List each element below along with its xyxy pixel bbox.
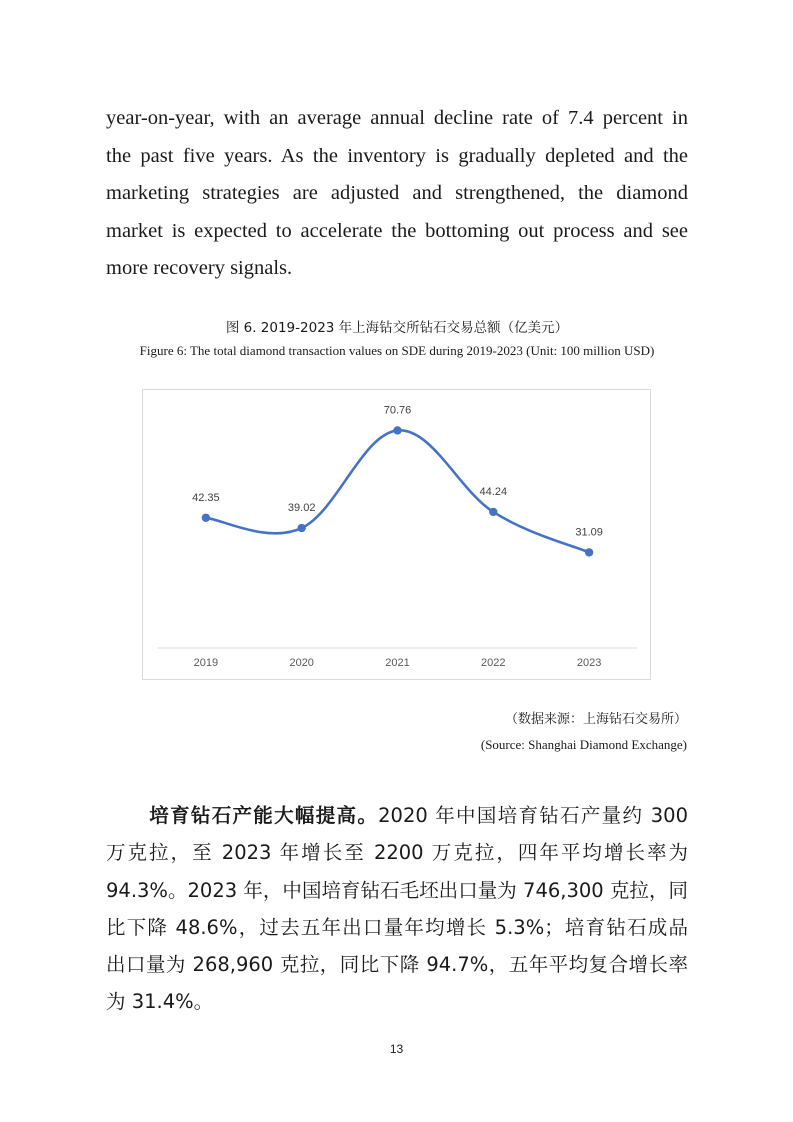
text-segment: 2020 年中国培育钻石产量约 300	[378, 804, 688, 827]
data-label: 70.76	[383, 404, 412, 417]
figure-caption-english: Figure 6: The total diamond transaction values on SDE during 2019-2023 (Unit: 100 million USD)	[139, 343, 655, 358]
x-tick-label: 2022	[481, 657, 506, 669]
line-chart	[142, 389, 651, 680]
data-label: 39.02	[287, 502, 316, 515]
paragraph-chinese	[106, 797, 688, 1021]
text-line: marketing strategies are adjusted and strengthened, the diamond	[106, 182, 688, 204]
text-line: the past five years. As the inventory is gradually depleted and the	[106, 144, 688, 167]
lead-sentence: 培育钻石产能大幅提高。	[148, 804, 379, 827]
x-tick-label: 2021	[385, 657, 410, 669]
x-tick-label: 2019	[193, 657, 219, 669]
series-line	[206, 430, 589, 552]
data-label: 44.24	[479, 485, 508, 498]
text-line: market is expected to accelerate the bottoming out process and see	[106, 219, 688, 242]
paragraph-english	[106, 100, 688, 288]
text-line: 万克拉，至 2023 年增长至 2200 万克拉，四年平均增长率为	[106, 841, 688, 865]
text-line: 为 31.4%。	[106, 990, 214, 1014]
figure-caption-chinese: 图 6. 2019-2023 年上海钻交所钻石交易总额（亿美元）	[225, 320, 569, 336]
data-point	[393, 426, 401, 434]
source-note-english: (Source: Shanghai Diamond Exchange)	[480, 737, 687, 752]
text-line: 比下降 48.6%，过去五年出口量年均增长 5.3%；培育钻石成品	[106, 915, 688, 939]
source-note-chinese: （数据来源：上海钻石交易所）	[504, 712, 687, 727]
x-tick-label: 2023	[576, 657, 602, 669]
data-point	[585, 548, 593, 556]
x-tick-label: 2020	[289, 657, 314, 669]
page-number: 13	[389, 1042, 404, 1056]
data-point	[298, 524, 306, 532]
chart-canvas	[143, 390, 652, 681]
text-line: 出口量为 268,960 克拉，同比下降 94.7%，五年平均复合增长率	[106, 953, 688, 977]
data-point	[202, 514, 210, 522]
text-line: more recovery signals.	[106, 257, 293, 279]
data-point	[489, 508, 497, 516]
data-label: 31.09	[575, 526, 603, 539]
data-label: 42.35	[192, 491, 220, 504]
text-line: year-on-year, with an average annual decline rate of 7.4 percent in	[106, 107, 688, 129]
text-line	[106, 797, 688, 834]
text-line: 94.3%。2023 年，中国培育钻石毛坯出口量为 746,300 克拉，同	[106, 878, 688, 902]
